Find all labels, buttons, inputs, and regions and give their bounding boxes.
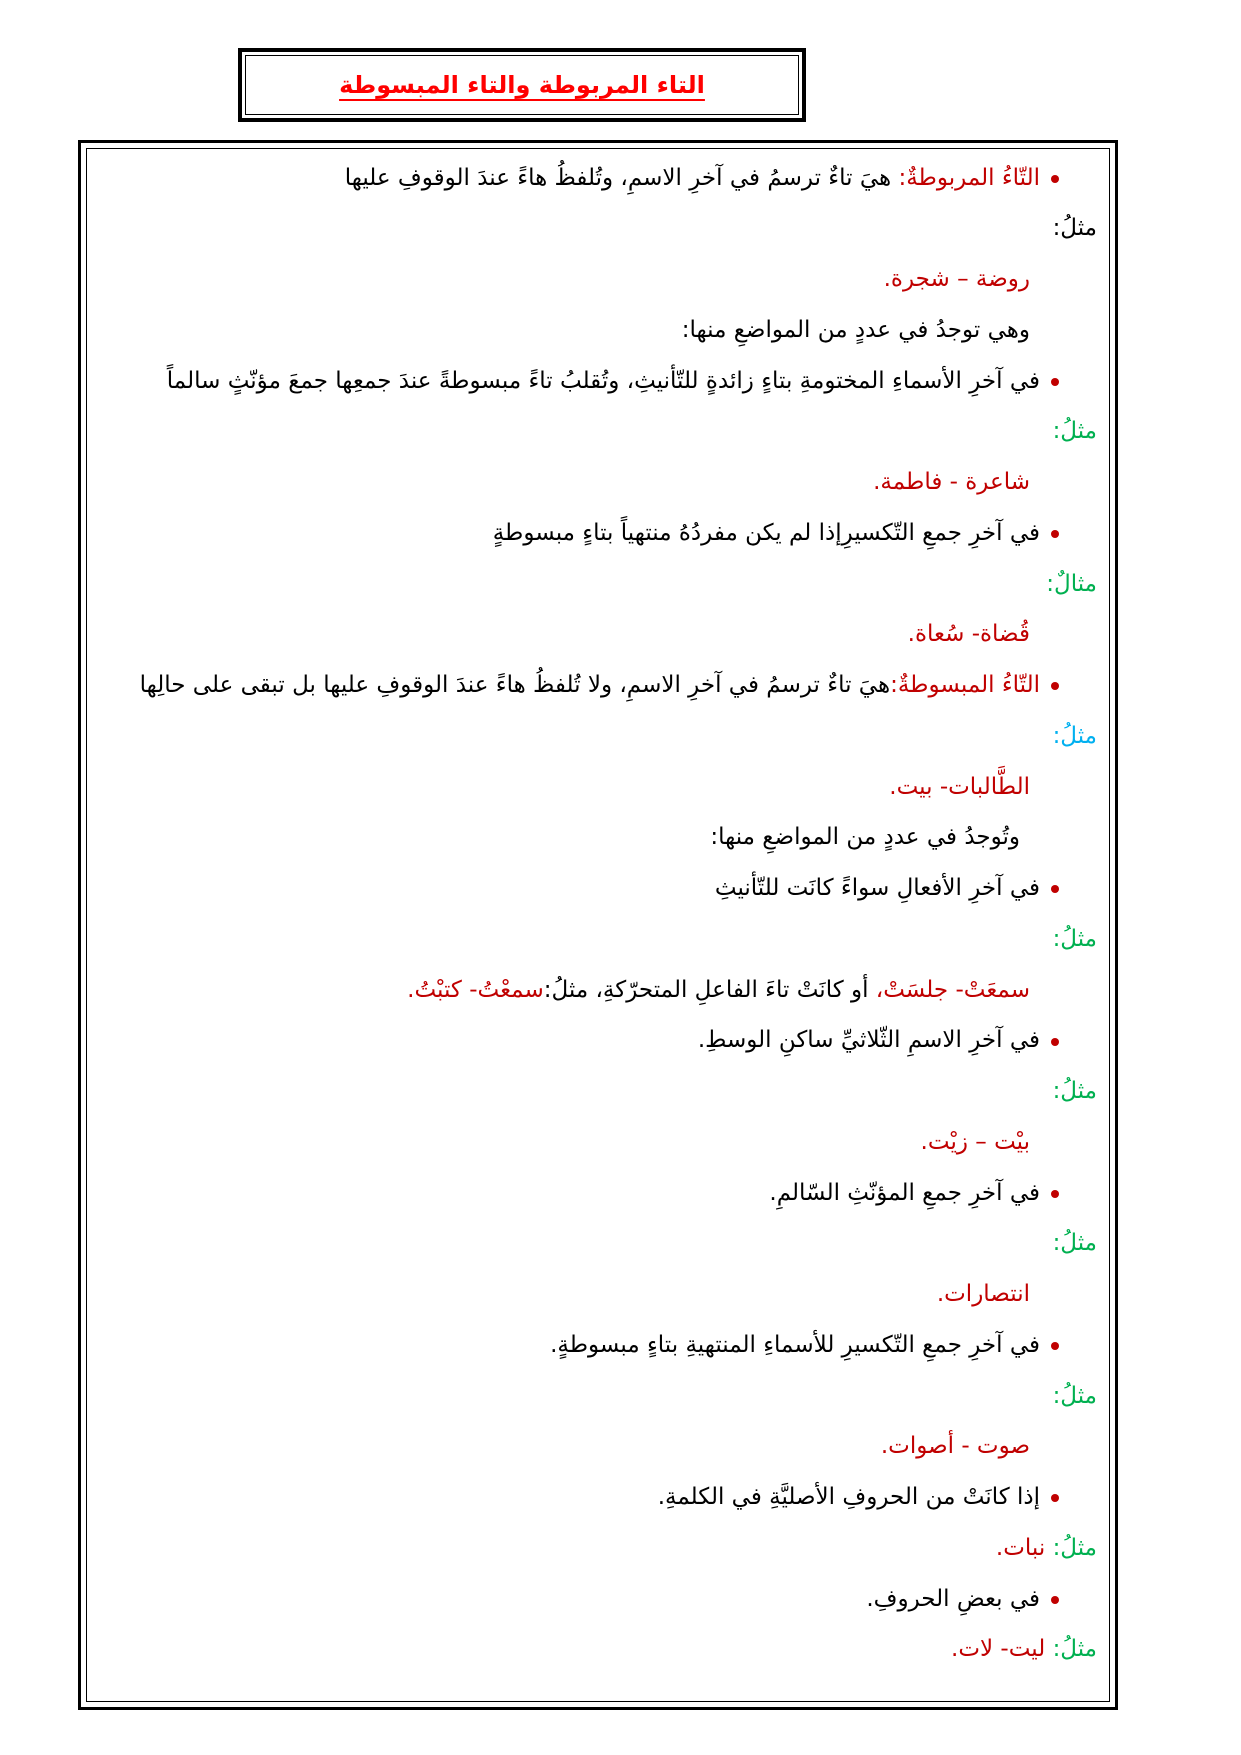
tied-ta-position-rule xyxy=(96,356,1100,407)
example-label: مثلُ: xyxy=(1052,925,1097,952)
rule-text: إذا كانَتْ من الحروفِ الأصليَّةِ في الكلمةِ. xyxy=(657,1484,1040,1511)
example-line xyxy=(96,609,1100,660)
example-label: مثلُ: xyxy=(1052,1636,1097,1663)
example-text: روضة – شجرة. xyxy=(883,266,1030,293)
open-ta-definition xyxy=(96,660,1100,711)
tied-ta-example-label-line xyxy=(96,203,1100,254)
bullet-icon xyxy=(1051,1596,1059,1604)
open-ta-position-rule xyxy=(96,1472,1100,1523)
bullet-icon xyxy=(1051,1038,1059,1046)
example-label-line xyxy=(96,1218,1100,1269)
bullet-icon xyxy=(1051,530,1059,538)
lesson-content xyxy=(96,153,1100,1676)
example-text: شاعرة - فاطمة. xyxy=(873,469,1030,496)
example-text: سمعَتْ- جلسَتْ، xyxy=(875,976,1030,1003)
example-line xyxy=(96,1421,1100,1472)
example-label-line xyxy=(96,1523,1100,1574)
example-label-line xyxy=(96,406,1100,457)
example-label-line xyxy=(96,1066,1100,1117)
open-ta-position-rule xyxy=(96,1168,1100,1219)
rule-text: في آخرِ الأسماءِ المختومةِ بتاءٍ زائدةٍ للتّأنيثِ، وتُقلبُ تاءً مبسوطةً عندَ جمعِها جمعَ مؤنّثٍ سالماً xyxy=(166,367,1040,394)
tied-ta-position-rule xyxy=(96,508,1100,559)
tied-ta-term: التّاءُ المربوطةٌ: xyxy=(898,164,1040,191)
example-label-line xyxy=(96,559,1100,610)
rule-text: في آخرِ جمعِ التّكسيرِ للأسماءِ المنتهيةِ بتاءٍ مبسوطةٍ. xyxy=(550,1331,1040,1358)
rule-text: في آخرِ الاسمِ الثّلاثيِّ ساكنِ الوسطِ. xyxy=(697,1027,1040,1054)
bullet-icon xyxy=(1051,1190,1059,1198)
bullet-icon xyxy=(1051,378,1059,386)
open-ta-example-line xyxy=(96,762,1100,813)
example-label: مثلُ: xyxy=(1052,722,1097,749)
open-ta-position-rule xyxy=(96,1574,1100,1625)
rule-text: في آخرِ جمعِ التّكسيرِإذا لم يكن مفردُهُ منتهياً بتاءٍ مبسوطةٍ xyxy=(492,519,1040,546)
example-label: مثلُ: xyxy=(1052,215,1097,242)
open-ta-position-rule xyxy=(96,1015,1100,1066)
title-box xyxy=(245,55,799,115)
open-ta-example-label-line xyxy=(96,711,1100,762)
example-label-line xyxy=(96,1371,1100,1422)
open-ta-positions-intro xyxy=(96,812,1100,863)
example-text: صوت - أصوات. xyxy=(880,1433,1030,1460)
example-text: قُضاة- سُعاة. xyxy=(907,621,1030,648)
bullet-icon xyxy=(1051,1342,1059,1350)
example-text: الطَّالبات- بيت. xyxy=(889,773,1030,800)
example-label-line xyxy=(96,1624,1100,1675)
positions-intro-text: وهي توجدُ في عددٍ من المواضعِ منها: xyxy=(681,316,1030,343)
example-text: نبات. xyxy=(995,1534,1046,1561)
open-ta-position-rule xyxy=(96,1320,1100,1371)
bullet-icon xyxy=(1051,175,1059,183)
tied-ta-definition xyxy=(96,153,1100,204)
bullet-icon xyxy=(1051,1494,1059,1502)
tied-ta-positions-intro xyxy=(96,305,1100,356)
example-extra-text: سمعْتُ- كتبْتُ. xyxy=(407,976,544,1003)
example-label: مثلُ: xyxy=(1052,1230,1097,1257)
example-label-line xyxy=(96,914,1100,965)
example-label: مثالٌ: xyxy=(1046,570,1097,597)
tied-ta-definition-text: هيَ تاءٌ ترسمُ في آخرِ الاسمِ، وتُلفظُ هاءً عندَ الوقوفِ عليها xyxy=(344,164,899,191)
bullet-icon xyxy=(1051,885,1059,893)
example-text: انتصارات. xyxy=(936,1281,1030,1308)
rule-text: في بعضِ الحروفِ. xyxy=(866,1585,1040,1612)
example-text: ليت- لات. xyxy=(951,1636,1046,1663)
example-label: مثلُ: xyxy=(1052,1382,1097,1409)
example-label: مثلُ: xyxy=(1052,1078,1097,1105)
rule-text: في آخرِ جمعِ المؤنّثِ السّالمِ. xyxy=(769,1179,1040,1206)
example-line xyxy=(96,965,1100,1016)
bullet-icon xyxy=(1051,682,1059,690)
tied-ta-example-line xyxy=(96,254,1100,305)
page-title: التاء المربوطة والتاء المبسوطة xyxy=(339,71,705,99)
example-line xyxy=(96,1269,1100,1320)
open-ta-position-rule xyxy=(96,863,1100,914)
example-note: أو كانَتْ تاءَ الفاعلِ المتحرّكةِ، مثلُ: xyxy=(543,976,876,1003)
example-line xyxy=(96,457,1100,508)
example-label: مثلُ: xyxy=(1052,1534,1097,1561)
positions-intro-text: وتُوجدُ في عددٍ من المواضعِ منها: xyxy=(710,824,1020,851)
open-ta-definition-text: هيَ تاءٌ ترسمُ في آخرِ الاسمِ، ولا تُلفظُ هاءً عندَ الوقوفِ عليها بل تبقى على حالِها xyxy=(139,672,891,699)
example-label: مثلُ: xyxy=(1052,418,1097,445)
example-text: بيْت – زيْت. xyxy=(920,1128,1030,1155)
example-line xyxy=(96,1117,1100,1168)
rule-text: في آخرِ الأفعالِ سواءً كانَت للتّأنيثِ xyxy=(714,875,1040,902)
open-ta-term: التّاءُ المبسوطةٌ: xyxy=(890,672,1040,699)
